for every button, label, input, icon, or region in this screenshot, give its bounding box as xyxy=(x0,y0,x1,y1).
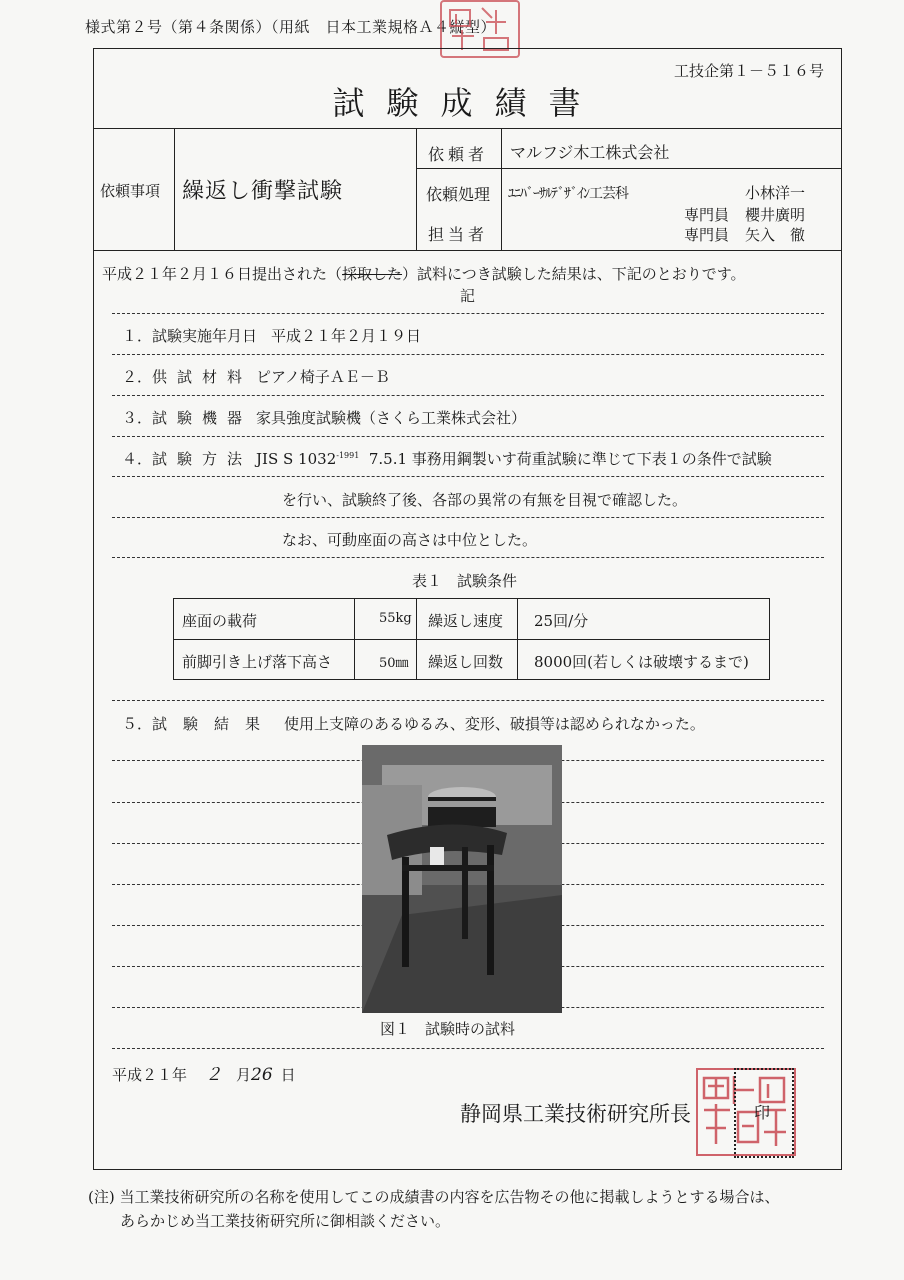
table-cell-c2: 繰返し回数 xyxy=(428,653,504,671)
date-day-unit: 日 xyxy=(280,1066,296,1084)
staff-label: 担当者 xyxy=(428,225,489,244)
seal-placeholder xyxy=(734,1068,794,1158)
staff-name-1: 櫻井廣明 xyxy=(745,206,806,224)
item-4-num: ４． xyxy=(122,450,153,468)
item-2-value: ピアノ椅子ＡＥ－Ｂ xyxy=(256,368,390,386)
date-prefix: 平成２１年 xyxy=(112,1066,188,1084)
ki-mark: 記 xyxy=(460,287,476,305)
item-3-num: ３． xyxy=(122,409,153,427)
date-day: 26 xyxy=(251,1065,273,1085)
item-4-line2: を行い、試験終了後、各部の異常の有無を目視で確認した。 xyxy=(282,491,688,509)
item-5 xyxy=(122,713,705,734)
request-item: 繰返し衝撃試験 xyxy=(182,179,344,204)
staff-role-2: 専門員 xyxy=(684,226,730,244)
intro-after: ）試料につき試験した結果は、下記のとおりです。 xyxy=(402,265,746,283)
item-3 xyxy=(122,407,526,428)
table-cell-d1: 25回/分 xyxy=(534,612,589,630)
test-sample-photo xyxy=(362,745,562,1013)
handler-person: 小林洋一 xyxy=(745,184,806,202)
table-cell-b2: 50㎜ xyxy=(379,656,409,671)
client-name: マルフジ木工株式会社 xyxy=(510,143,670,162)
staff-role-1: 専門員 xyxy=(684,206,730,224)
item-2-label: 供試材料 xyxy=(152,368,253,386)
client-label: 依頼者 xyxy=(428,145,489,164)
staff-name-2: 矢入 徹 xyxy=(745,226,806,244)
item-4-label: 試験方法 xyxy=(152,450,253,468)
item-4-line3: なお、可動座面の高さは中位とした。 xyxy=(282,531,538,549)
table-cell-c1: 繰返し速度 xyxy=(428,612,504,630)
handler-label: 依頼処理 xyxy=(426,185,491,204)
note-line-1: (注) 当工業技術研究所の名称を使用してこの成績書の内容を広告物その他に掲載しようとする場合は、 xyxy=(88,1188,780,1206)
item-2-num: ２． xyxy=(122,368,153,386)
item-5-label: 試験結果 xyxy=(152,715,277,733)
item-4-jis: JIS S 1032 xyxy=(256,450,337,468)
item-5-value: 使用上支障のあるゆるみ、変形、破損等は認められなかった。 xyxy=(284,715,705,733)
handler-dept: ﾕﾆﾊﾞｰｻﾙﾃﾞｻﾞｲﾝ工芸科 xyxy=(508,186,628,202)
issuer-name: 静岡県工業技術研究所長 xyxy=(460,1102,691,1126)
item-1-label: 試験実施年月日 xyxy=(152,327,258,345)
item-4 xyxy=(122,448,772,469)
table-cell-a2: 前脚引き上げ落下高さ xyxy=(182,653,333,671)
table-caption: 表１ 試験条件 xyxy=(412,572,518,590)
date-month: ２ xyxy=(205,1065,223,1085)
issue-date xyxy=(112,1060,296,1085)
document-number: 工技企第１－５１６号 xyxy=(673,62,824,80)
seal-mark: 印 xyxy=(754,1103,771,1122)
item-1-num: １． xyxy=(122,327,153,345)
item-1 xyxy=(122,325,421,346)
table-cell-a1: 座面の載荷 xyxy=(182,612,258,630)
figure-caption: 図１ 試験時の試料 xyxy=(380,1020,516,1038)
item-1-value: 平成２１年２月１９日 xyxy=(271,327,422,345)
item-4-jis-year: -1991 xyxy=(336,451,360,460)
conditions-table xyxy=(173,598,770,680)
form-number: 様式第２号（第４条関係）（用紙 日本工業規格Ａ４縦型） xyxy=(85,18,497,36)
table-cell-b1: 55kg xyxy=(379,611,412,626)
request-label: 依頼事項 xyxy=(100,182,161,200)
item-3-value: 家具強度試験機（さくら工業株式会社） xyxy=(256,409,527,427)
intro-text xyxy=(102,263,746,284)
item-3-label: 試験機器 xyxy=(152,409,253,427)
item-5-num: ５． xyxy=(122,715,153,733)
intro-before: 平成２１年２月１６日提出された（ xyxy=(102,265,343,283)
note-line-2: あらかじめ当工業技術研究所に御相談ください。 xyxy=(120,1212,451,1230)
item-2 xyxy=(122,366,390,387)
item-4-value: 7.5.1 事務用鋼製いす荷重試験に準じて下表１の条件で試験 xyxy=(359,450,772,468)
intro-struck: 採取した xyxy=(342,265,403,283)
date-month-unit: 月 xyxy=(236,1066,252,1084)
document-title: 試験成績書 xyxy=(332,84,603,122)
table-cell-d2: 8000回(若しくは破壊するまで) xyxy=(534,653,749,671)
